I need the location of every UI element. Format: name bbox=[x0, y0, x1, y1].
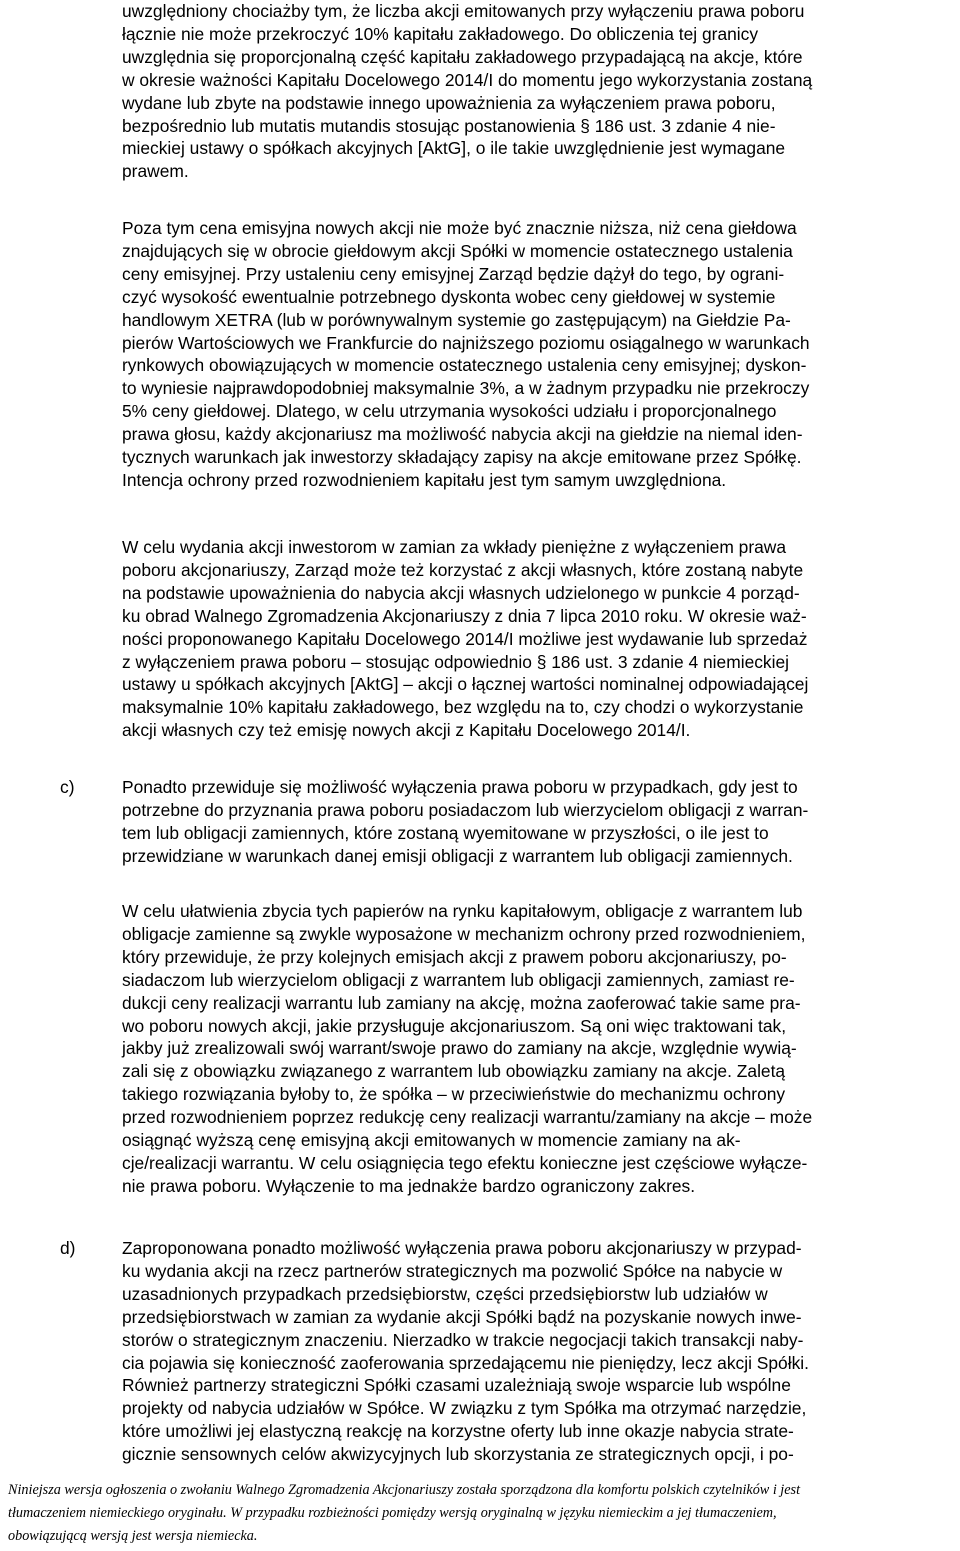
list-marker-c: c) bbox=[60, 777, 75, 797]
paragraph-issue-price: Poza tym cena emisyjna nowych akcji nie może być znacznie niższa, niż cena giełdowa znajdujących się w obrocie giełdowym akcji Spółki w momencie ostatecznego ustalenia ceny emisyjnej. Przy ustaleniu ceny emisyjnej Zarząd będzie dążył do tego, by ograni- czyć wysokość ewentualnie potrzebnego dyskonta wobec ceny giełdowej w systemie handlowym XETRA (lub w porównywalnym systemie go zastępującym) na Giełdzie Pa- pierów Wartościowych we Frankfurcie do najniższego poziomu osiągalnego w warunkach rynkowych obowiązujących w momencie ostatecznego ustalenia ceny emisyjnej; dyskon- to wyniesie najprawdopodobniej maksymalnie 3%, a w żadnym przypadku nie przekroczy 5% ceny giełdowej. Dlatego, w celu utrzymania wysokości udziału i proporcjonalnego prawa głosu, każdy akcjonariusz ma możliwość nabycia akcji na giełdzie na niemal iden- tycznych warunkach jak inwestorzy składający zapisy na akcje emitowane przez Spółkę. Intencja ochrony przed rozwodnieniem kapitału jest tym samym uwzględniona. bbox=[122, 218, 810, 490]
translation-disclaimer-footer: Niniejsza wersja ogłoszenia o zwołaniu Walnego Zgromadzenia Akcjonariuszy została sporządzona dla komfortu polskich czytelników i jest tłumaczeniem niemieckiego oryginału. W przypadku rozbieżności pomiędzy wersją oryginalną w języku niemieckim a jej tłumaczeniem, obowiązującą wersją jest wersja niemiecka. bbox=[8, 1482, 801, 1544]
list-marker-d: d) bbox=[60, 1238, 76, 1258]
paragraph-own-shares: W celu wydania akcji inwestorom w zamian za wkłady pieniężne z wyłączeniem prawa poboru akcjonariuszy, Zarząd może też korzystać z akcji własnych, które zostaną nabyte na podstawie upoważnienia do nabycia akcji własnych udzielonego w punkcie 4 porząd- ku obrad Walnego Zgromadzenia Akcjonariuszy z dnia 7 lipca 2010 roku. W okresie waż- ności proponowanego Kapitału Docelowego 2014/I możliwe jest wydawanie lub sprzedaż z wyłączeniem prawa poboru – stosując odpowiednio § 186 ust. 3 zdanie 4 niemieckiej ustawy u spółkach akcyjnych [AktG] – akcji o łącznej wartości nominalnej odpowiadającej maksymalnie 10% kapitału zakładowego, bez względu na to, czy chodzi o wykorzystanie akcji własnych czy też emisję nowych akcji z Kapitału Docelowego 2014/I. bbox=[122, 537, 809, 741]
paragraph-item-d: Zaproponowana ponadto możliwość wyłączenia prawa poboru akcjonariuszy w przypad- ku wydania akcji na rzecz partnerów strategicznych ma pozwolić Spółce na nabycie w uzasadnionych przypadkach przedsiębiorstw, części przedsiębiorstw lub udziałów w przedsiębiorstwach w zamian za wydanie akcji Spółki bądź na pozyskanie nowych inwe- storów o strategicznym znaczeniu. Nierzadko w trakcie negocjacji takich transakcji naby- cia pojawia się konieczność zaoferowania sprzedającemu nie pieniędzy, lecz akcji Spółki. Również partnerzy strategiczni Spółki czasami uzależniają swoje wsparcie lub wspólne projekty od nabycia udziałów w Spółce. W związku z tym Spółka ma otrzymać narzędzie, które umożliwi jej elastyczną reakcję na korzystne oferty lub inne okazje nabycia strate- gicznie sensownych celów akwizycyjnych lub skorzystania ze strategicznych opcji, i po- bbox=[122, 1238, 809, 1465]
paragraph-continuation: uwzględniony chociażby tym, że liczba akcji emitowanych przy wyłączeniu prawa poboru łącznie nie może przekroczyć 10% kapitału zakładowego. Do obliczenia tej granicy uwzględnia się proporcjonalną część kapitału zakładowego przypadającą na akcje, które w okresie ważności Kapitału Docelowego 2014/I do momentu jego wykorzystania zostaną wydane lub zbyte na podstawie innego upoważnienia za wyłączeniem prawa poboru, bezpośrednio lub mutatis mutandis stosując postanowienia § 186 ust. 3 zdanie 4 nie- mieckiej ustawy o spółkach akcyjnych [AktG], o ile takie uwzględnienie jest wymagane prawem. bbox=[122, 1, 813, 182]
paragraph-warrant-explanation: W celu ułatwienia zbycia tych papierów na rynku kapitałowym, obligacje z warrantem lub obligacje zamienne są zwykle wyposażone w mechanizm ochrony przed rozwodnieniem, który przewiduje, że przy kolejnych emisjach akcji z prawem poboru akcjonariuszy, po- siadaczom lub wierzycielom obligacji z warrantem lub obligacji zamiennych, zamiast re- dukcji ceny realizacji warrantu lub zamiany na akcję, można zaoferować takie same pra- wo poboru nowych akcji, jakie przysługuje akcjonariuszom. Są oni więc traktowani tak, jakby już zrealizowali swój warrant/swoje prawo do zamiany na akcje, względnie wywią- zali się z obowiązku związanego z warrantem lub obowiązku zamiany na akcje. Zaletą takiego rozwiązania byłoby to, że spółka – w przeciwieństwie do mechanizmu ochrony przed rozwodnieniem poprzez redukcję ceny realizacji warrantu/zamiany na akcje – może osiągnąć wyższą cenę emisyjną akcji emitowanych w momencie zamiany na ak- cje/realizacji warrantu. W celu osiągnięcia tego efektu konieczne jest częściowe wyłącze- nie prawa poboru. Wyłączenie to ma jednakże bardzo ograniczony zakres. bbox=[122, 901, 813, 1196]
paragraph-item-c: Ponadto przewiduje się możliwość wyłączenia prawa poboru w przypadkach, gdy jest to potrzebne do przyznania prawa poboru posiadaczom lub wierzycielom obligacji z warran- tem lub obligacji zamiennych, które zostaną wyemitowane w przyszłości, o ile jest to przewidziane w warunkach danej emisji obligacji z warrantem lub obligacji zamiennych. bbox=[122, 777, 809, 866]
